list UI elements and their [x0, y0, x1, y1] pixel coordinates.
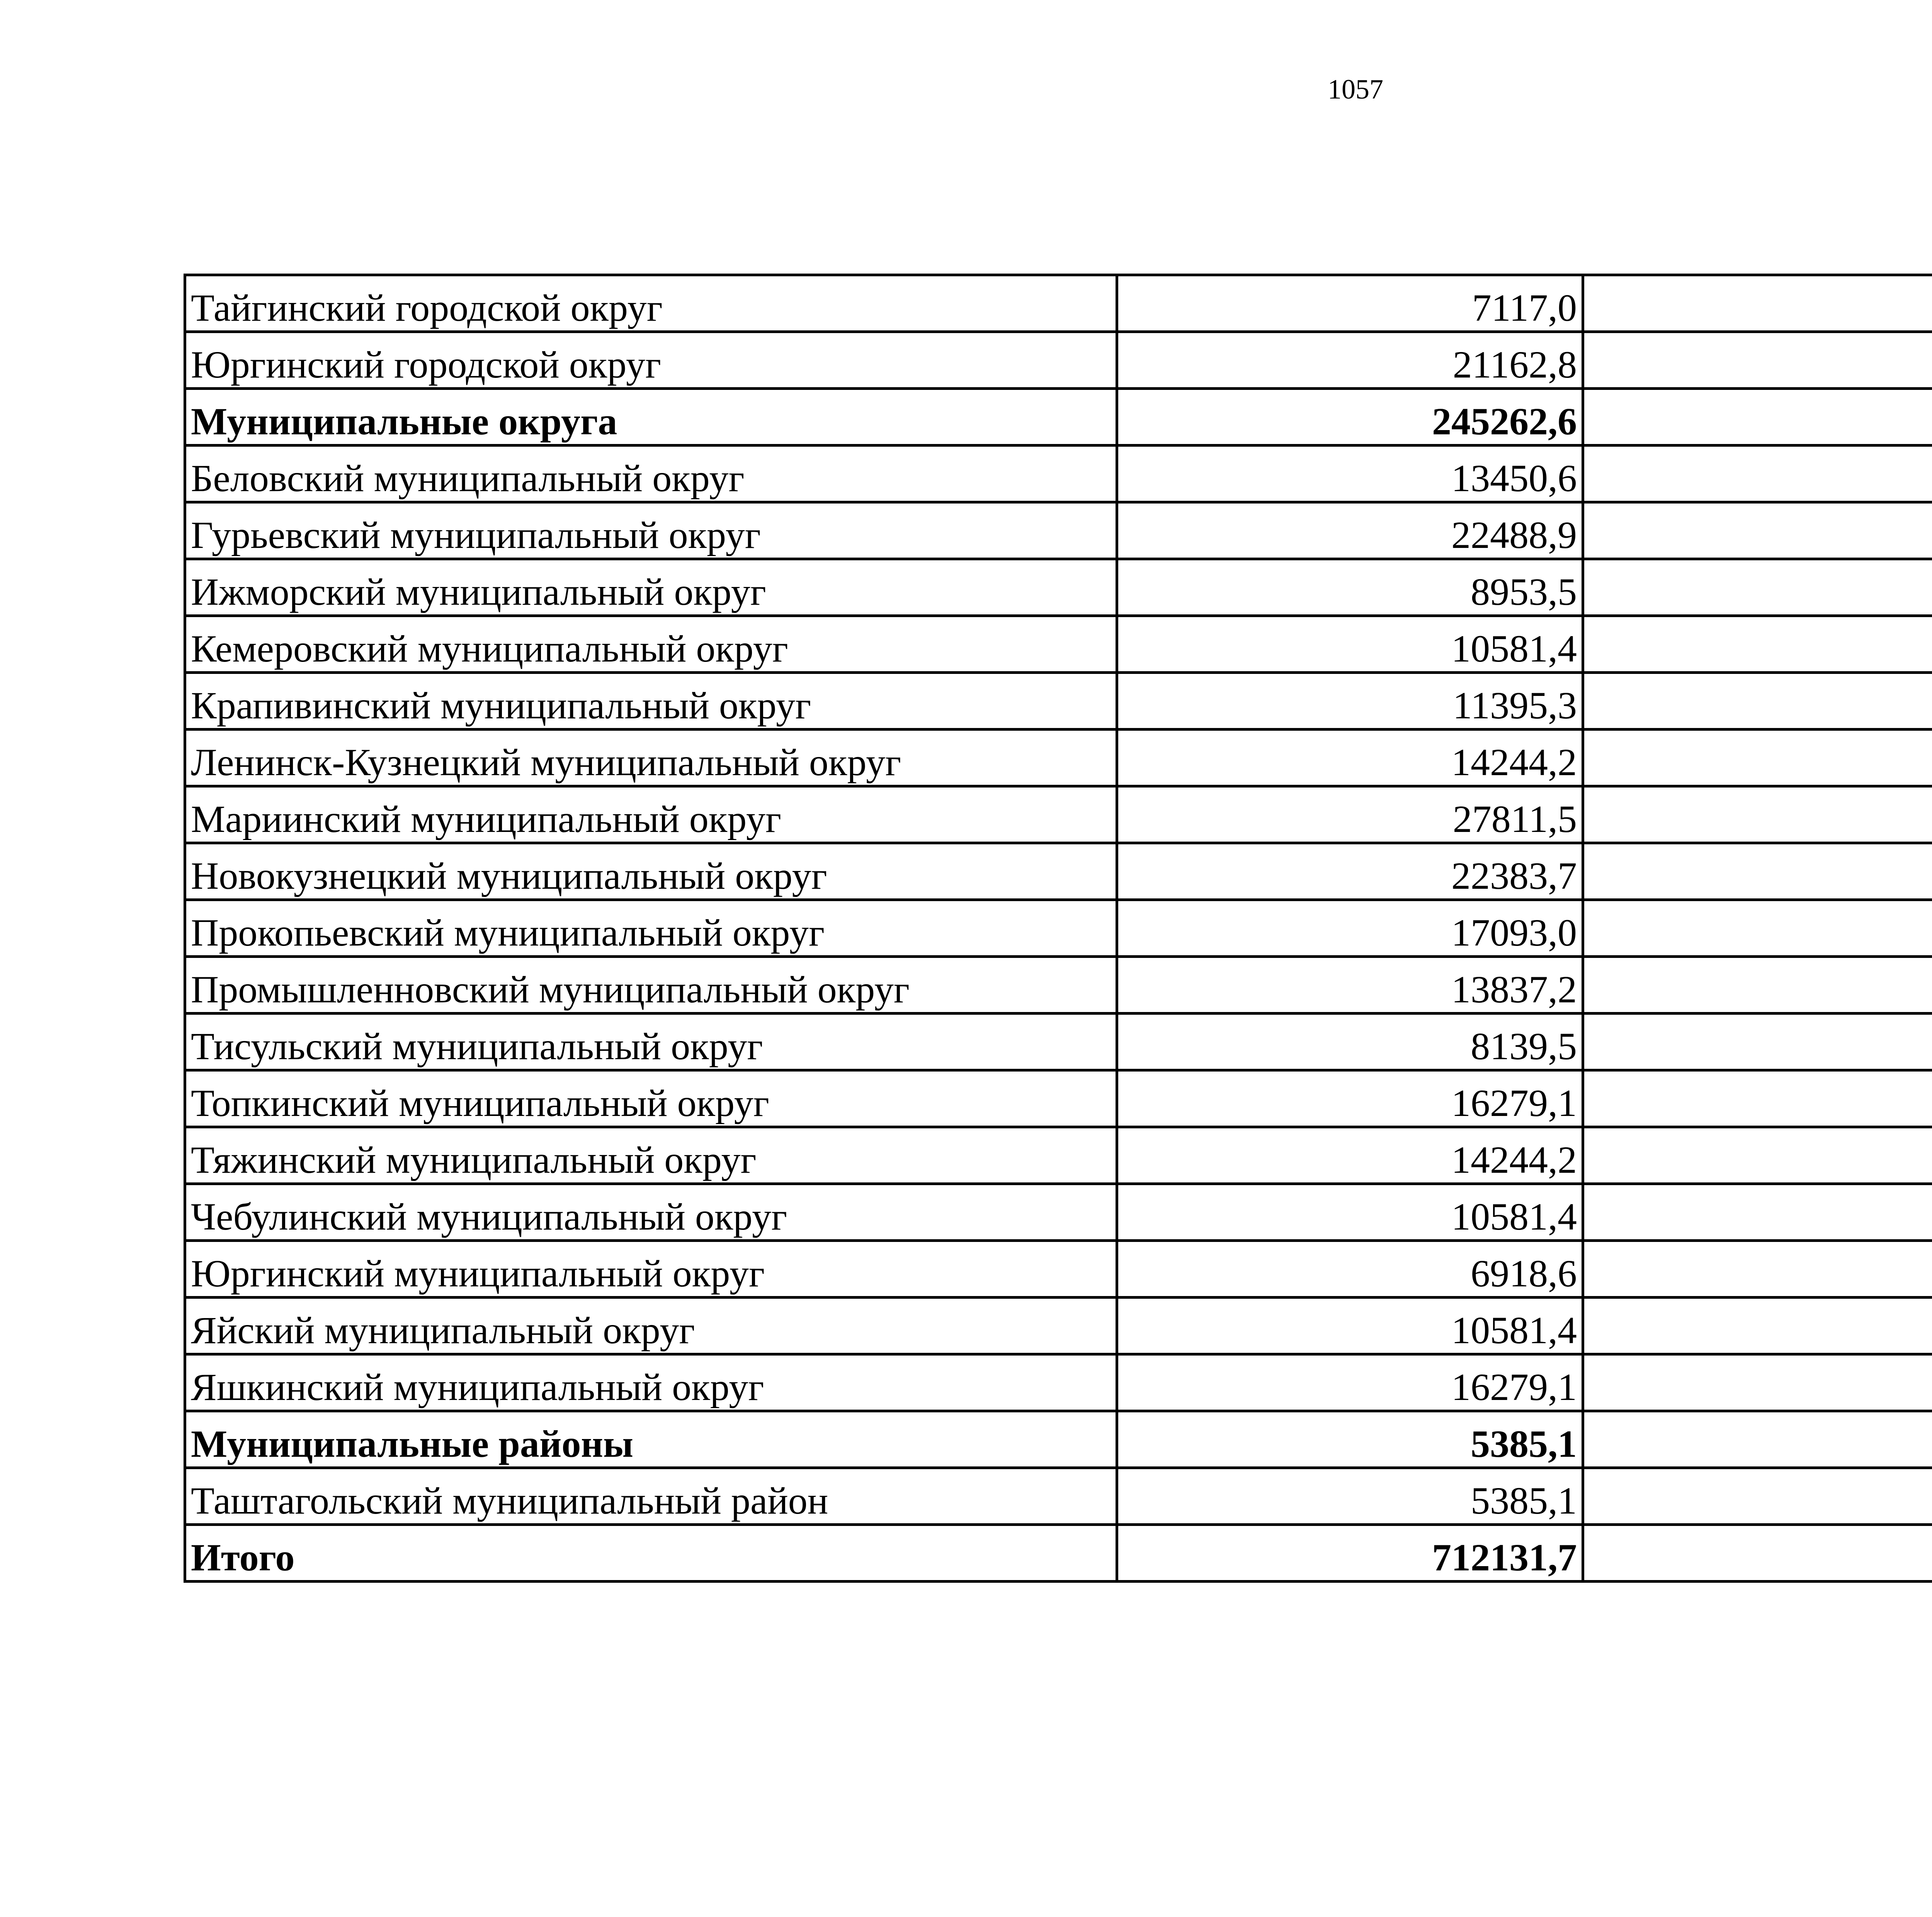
row-name-cell: Гурьевский муниципальный округ [185, 502, 1117, 559]
table-row [185, 957, 1932, 1014]
value-cell-col2 [1583, 616, 1932, 673]
row-name-cell: Юргинский муниципальный округ [185, 1241, 1117, 1298]
table-row [185, 1241, 1932, 1298]
table-row [185, 900, 1932, 957]
table-row [185, 730, 1932, 786]
value-cell-col2 [1583, 559, 1932, 616]
value-cell-col1: 712131,7 [1117, 1525, 1583, 1582]
value-cell-col1: 21162,8 [1117, 332, 1583, 389]
value-cell-col2 [1583, 1298, 1932, 1354]
table-row [185, 1070, 1932, 1127]
value-cell-col1: 16279,1 [1117, 1070, 1583, 1127]
value-cell-col1: 22488,9 [1117, 502, 1583, 559]
row-name-cell: Муниципальные округа [185, 389, 1117, 446]
value-cell-col2 [1583, 673, 1932, 730]
row-name-cell: Промышленновский муниципальный округ [185, 957, 1117, 1014]
value-cell-col1: 7117,0 [1117, 275, 1583, 332]
table-row [185, 843, 1932, 900]
row-name-cell: Ижморский муниципальный округ [185, 559, 1117, 616]
table-row [185, 275, 1932, 332]
value-cell-col2 [1583, 1354, 1932, 1411]
value-cell-col1: 17093,0 [1117, 900, 1583, 957]
table-row [185, 1298, 1932, 1354]
table-row [185, 1411, 1932, 1468]
table-row [185, 673, 1932, 730]
table-row [185, 1014, 1932, 1070]
value-cell-col1: 22383,7 [1117, 843, 1583, 900]
table-row [185, 389, 1932, 446]
row-name-cell: Юргинский городской округ [185, 332, 1117, 389]
row-name-cell: Чебулинский муниципальный округ [185, 1184, 1117, 1241]
value-cell-col1: 14244,2 [1117, 1127, 1583, 1184]
table-row [185, 446, 1932, 502]
table-row [185, 786, 1932, 843]
row-name-cell: Прокопьевский муниципальный округ [185, 900, 1117, 957]
value-cell-col1: 13450,6 [1117, 446, 1583, 502]
row-name-cell: Тайгинский городской округ [185, 275, 1117, 332]
table-row [185, 1184, 1932, 1241]
value-cell-col2 [1583, 1184, 1932, 1241]
value-cell-col2 [1583, 1525, 1932, 1582]
row-name-cell: Топкинский муниципальный округ [185, 1070, 1117, 1127]
value-cell-col2 [1583, 1241, 1932, 1298]
row-name-cell: Муниципальные районы [185, 1411, 1117, 1468]
table-body [185, 275, 1932, 1582]
value-cell-col1: 10581,4 [1117, 1298, 1583, 1354]
row-name-cell: Яшкинский муниципальный округ [185, 1354, 1117, 1411]
row-name-cell: Тисульский муниципальный округ [185, 1014, 1117, 1070]
value-cell-col1: 245262,6 [1117, 389, 1583, 446]
table-row [185, 1127, 1932, 1184]
value-cell-col1: 13837,2 [1117, 957, 1583, 1014]
value-cell-col1: 14244,2 [1117, 730, 1583, 786]
table-row [185, 332, 1932, 389]
value-cell-col2 [1583, 1070, 1932, 1127]
data-table [184, 274, 1932, 1583]
row-name-cell: Ленинск-Кузнецкий муниципальный округ [185, 730, 1117, 786]
row-name-cell: Мариинский муниципальный округ [185, 786, 1117, 843]
value-cell-col1: 6918,6 [1117, 1241, 1583, 1298]
table-row [185, 1354, 1932, 1411]
row-name-cell: Крапивинский муниципальный округ [185, 673, 1117, 730]
table-row [185, 1525, 1932, 1582]
value-cell-col2 [1583, 275, 1932, 332]
value-cell-col1: 16279,1 [1117, 1354, 1583, 1411]
value-cell-col2 [1583, 730, 1932, 786]
row-name-cell: Яйский муниципальный округ [185, 1298, 1117, 1354]
table-row [185, 559, 1932, 616]
value-cell-col2 [1583, 502, 1932, 559]
value-cell-col1: 8953,5 [1117, 559, 1583, 616]
table-row [185, 502, 1932, 559]
value-cell-col2 [1583, 957, 1932, 1014]
value-cell-col2 [1583, 446, 1932, 502]
row-name-cell: Таштагольский муниципальный район [185, 1468, 1117, 1525]
value-cell-col2 [1583, 389, 1932, 446]
value-cell-col1: 8139,5 [1117, 1014, 1583, 1070]
value-cell-col1: 10581,4 [1117, 1184, 1583, 1241]
value-cell-col2 [1583, 1468, 1932, 1525]
value-cell-col2 [1583, 843, 1932, 900]
table-row [185, 616, 1932, 673]
value-cell-col2 [1583, 786, 1932, 843]
row-name-cell: Кемеровский муниципальный округ [185, 616, 1117, 673]
value-cell-col2 [1583, 900, 1932, 957]
row-name-cell: Тяжинский муниципальный округ [185, 1127, 1117, 1184]
value-cell-col1: 27811,5 [1117, 786, 1583, 843]
row-name-cell: Итого [185, 1525, 1117, 1582]
value-cell-col1: 5385,1 [1117, 1411, 1583, 1468]
value-cell-col1: 10581,4 [1117, 616, 1583, 673]
page-number: 1057 [1328, 74, 1383, 105]
value-cell-col2 [1583, 1014, 1932, 1070]
value-cell-col2 [1583, 1127, 1932, 1184]
row-name-cell: Новокузнецкий муниципальный округ [185, 843, 1117, 900]
table-row [185, 1468, 1932, 1525]
value-cell-col2 [1583, 332, 1932, 389]
value-cell-col1: 11395,3 [1117, 673, 1583, 730]
row-name-cell: Беловский муниципальный округ [185, 446, 1117, 502]
value-cell-col1: 5385,1 [1117, 1468, 1583, 1525]
value-cell-col2 [1583, 1411, 1932, 1468]
